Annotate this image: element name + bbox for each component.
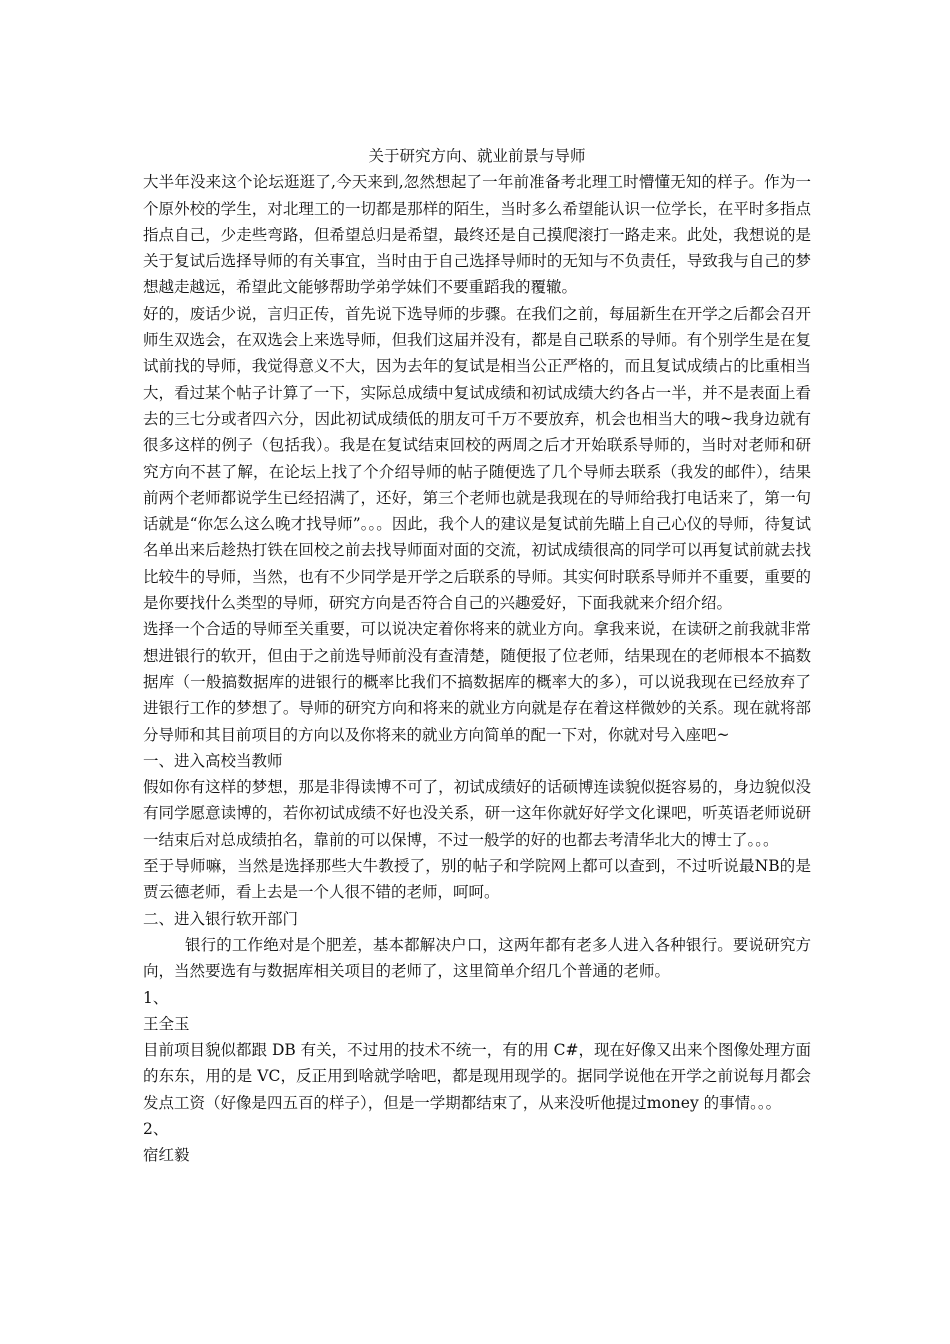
document-page [143,143,811,1169]
paragraph-professor: 至于导师嘛，当然是选择那些大牛教授了，别的帖子和学院网上都可以查到，不过听说最NB的是贾云德老师，看上去是一个人很不错的老师，呵呵。 [143,857,811,902]
section-heading-university: 一、进入高校当教师 [143,751,283,770]
paragraph-steps: 好的，废话少说，言归正传，首先说下选导师的步骤。在我们之前，每届新生在开学之后都会召开师生双选会，在双选会上来选导师，但我们这届并没有，都是自己联系的导师。有个别学生是在复试前找的导师，我觉得意义不大，因为去年的复试是相当公正严格的，而且复试成绩占的比重相当大，看过某个帖子计算了一下，实际总成绩中复试成绩和初试成绩大约各占一半，并不是表面上看去的三七分或者四六分，因此初试成绩低的朋友可千万不要放弃，机会也相当大的哦~我身边就有很多这样的例子（包括我）。我是在复试结束回校的两周之后才开始联系导师的，当时对老师和研究方向不甚了解，在论坛上找了个介绍导师的帖子随便选了几个导师去联系（我发的邮件），结果前两个老师都说学生已经招满了，还好，第三个老师也就是我现在的导师给我打电话来了，第一句话就是“你怎么这么晚才找导师”。。。因此，我个人的建议是复试前先瞄上自己心仪的导师，待复试名单出来后趁热打铁在回校之前去找导师面对面的交流，初试成绩很高的同学可以再复试前就去找比较牛的导师，当然，也有不少同学是开学之后联系的导师。其实何时联系导师并不重要，重要的是你要找什么类型的导师，研究方向是否符合自己的兴趣爱好，下面我就来介绍介绍。 [143,304,811,613]
list-number-2: 2、 [143,1119,169,1138]
list-number-1: 1、 [143,988,169,1007]
document-title: 关于研究方向、就业前景与导师 [368,147,586,165]
paragraph-intro: 大半年没来这个论坛逛逛了,今天来到,忽然想起了一年前准备考北理工时懵懂无知的样子。作为一个原外校的学生，对北理工的一切都是那样的陌生，当时多么希望能认识一位学长，在平时多指点指点自己，少走些弯路，但希望总归是希望，最终还是自己摸爬滚打一路走来。此处，我想说的是关于复试后选择导师的有关事宜，当时由于自己选择导师时的无知与不负责任，导致我与自己的梦想越走越远，希望此文能够帮助学弟学妹们不要重蹈我的覆辙。 [143,173,811,297]
section-heading-bank: 二、进入银行软开部门 [143,909,299,928]
paragraph-choose-advisor: 选择一个合适的导师至关重要，可以说决定着你将来的就业方向。拿我来说，在读研之前我就非常想进银行的软开，但由于之前选导师前没有查清楚，随便报了位老师，结果现在的老师根本不搞数据库（一般搞数据库的进银行的概率比我们不搞数据库的概率大的多），可以说我现在已经放弃了进银行工作的梦想了。导师的研究方向和将来的就业方向就是存在着这样微妙的关系。现在就将部分导师和其目前项目的方向以及你将来的就业方向简单的配一下对，你就对号入座吧~ [143,620,811,744]
paragraph-phd: 假如你有这样的梦想，那是非得读博不可了，初试成绩好的话硕博连读貌似挺容易的，身边貌似没有同学愿意读博的，若你初试成绩不好也没关系，研一这年你就好好学文化课吧，听英语老师说研一结束后对总成绩拍名，靠前的可以保博，不过一般学的好的也都去考清华北大的博士了。。。 [143,778,811,849]
paragraph-advisor-1: 目前项目貌似都跟 DB 有关，不过用的技术不统一，有的用 C#，现在好像又出来个图像处理方面的东东，用的是 VC，反正用到啥就学啥吧，都是现用现学的。据同学说他在开学之前说每月都会发点工资（好像是四五百的样子），但是一学期都结束了，从来没听他提过money 的事情。。。 [143,1041,811,1112]
paragraph-bank-intro: 银行的工作绝对是个肥差，基本都解决户口，这两年都有老多人进入各种银行。要说研究方向，当然要选有与数据库相关项目的老师了，这里简单介绍几个普通的老师。 [143,935,811,981]
document-body [143,169,811,1168]
advisor-name-2: 宿红毅 [143,1146,190,1165]
advisor-name-1: 王全玉 [143,1014,190,1033]
